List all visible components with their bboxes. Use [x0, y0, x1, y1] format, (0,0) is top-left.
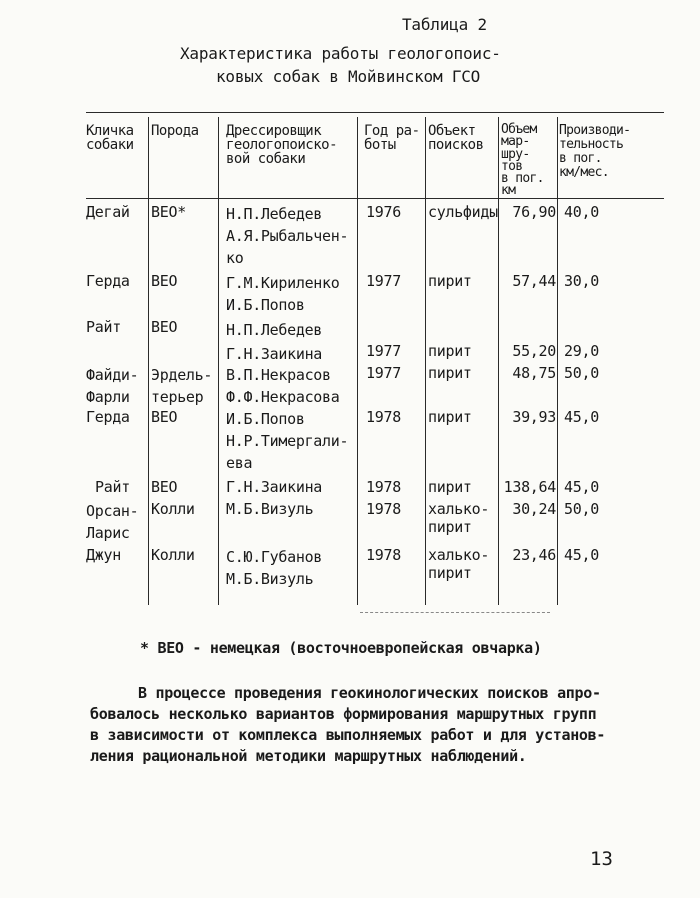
col-divider-2 — [218, 117, 219, 605]
cell-productivity: 50,0 — [564, 364, 599, 382]
cell-year: 1977 — [366, 342, 401, 360]
paragraph-line: в зависимости от комплекса выполняемых работ и для установ- — [90, 726, 606, 744]
cell-volume: 39,93 — [512, 408, 556, 426]
cell-object: халько- пирит — [428, 500, 490, 536]
cell-breed: ВЕО — [151, 408, 178, 426]
cell-dog-name: Герда — [86, 408, 130, 426]
cell-trainer: В.П.Некрасов Ф.Ф.Некрасова — [226, 366, 340, 406]
paragraph-line: В процессе проведения геокинологических поисков апро- — [138, 684, 601, 702]
cell-breed: ВЕО — [151, 318, 178, 336]
cell-dog-name: Джун — [86, 546, 121, 564]
cell-year: 1977 — [366, 272, 401, 290]
cell-volume: 57,44 — [512, 272, 556, 290]
cell-object: пирит — [428, 408, 472, 426]
cell-object: пирит — [428, 272, 472, 290]
cell-dog-name: Герда — [86, 272, 130, 290]
header-breed: Порода — [151, 123, 199, 139]
cell-volume: 30,24 — [512, 500, 556, 518]
cell-breed: ВЕО* — [151, 203, 186, 221]
cell-volume: 48,75 — [512, 364, 556, 382]
header-name: Кличка собаки — [86, 123, 134, 153]
table-header-rule — [86, 198, 664, 199]
footnote: * ВЕО - немецкая (восточноевропейская овчарка) — [140, 639, 542, 657]
cell-breed: Эрдель- терьер — [151, 366, 213, 406]
cell-trainer: И.Б.Попов Н.Р.Тимергали- ева — [226, 410, 349, 472]
header-trainer: Дрессировщик геологопоиско- вой собаки — [226, 123, 338, 167]
cell-dog-name: Дегай — [86, 203, 130, 221]
cell-volume: 76,90 — [512, 203, 556, 221]
header-volume: Объем мар- шру- тов в пог. км — [501, 122, 544, 199]
body-paragraph — [90, 683, 605, 767]
cell-dog-name: Орсан- Ларис — [86, 502, 139, 542]
cell-productivity: 50,0 — [564, 500, 599, 518]
cell-year: 1977 — [366, 364, 401, 382]
cell-trainer: С.Ю.Губанов М.Б.Визуль — [226, 548, 323, 588]
cell-year: 1978 — [366, 478, 401, 496]
paragraph-line: ления рациональной методики маршрутных наблюдений. — [90, 747, 527, 765]
col-divider-4 — [425, 117, 426, 605]
cell-breed: Колли — [151, 546, 195, 564]
cell-year: 1976 — [366, 203, 401, 221]
cell-breed: ВЕО — [151, 272, 178, 290]
cell-breed: ВЕО — [151, 478, 178, 496]
cell-trainer: Н.П.Лебедев А.Я.Рыбальчен- ко — [226, 205, 349, 267]
cell-volume: 23,46 — [512, 546, 556, 564]
col-divider-5 — [498, 117, 499, 605]
cell-trainer: М.Б.Визуль — [226, 500, 314, 518]
cell-volume: 138,64 — [503, 478, 556, 496]
cell-productivity: 29,0 — [564, 342, 599, 360]
cell-year: 1978 — [366, 408, 401, 426]
cell-trainer: Н.П.Лебедев Г.Н.Заикина — [226, 321, 323, 363]
cell-object: пирит — [428, 478, 472, 496]
cell-productivity: 45,0 — [564, 546, 599, 564]
cell-dog-name: Райт — [86, 318, 121, 336]
table-bottom-dashes — [360, 612, 550, 613]
col-divider-1 — [148, 117, 149, 605]
cell-object: пирит — [428, 364, 472, 382]
header-productivity: Производи- тельность в пог. км/мес. — [559, 123, 631, 180]
paragraph-line: бовалось несколько вариантов формирования маршрутных групп — [90, 705, 597, 723]
col-divider-6 — [557, 117, 558, 605]
table-title-line-2: ковых собак в Мойвинском ГСО — [216, 67, 481, 86]
col-divider-3 — [357, 117, 358, 605]
page-number: 13 — [590, 848, 613, 870]
cell-year: 1978 — [366, 546, 401, 564]
cell-dog-name: Файди- Фарли — [86, 366, 139, 406]
cell-productivity: 30,0 — [564, 272, 599, 290]
cell-trainer: Г.М.Кириленко И.Б.Попов — [226, 274, 340, 314]
cell-year: 1978 — [366, 500, 401, 518]
cell-object: пирит — [428, 342, 472, 360]
table-title-line-1: Характеристика работы геологопоис- — [180, 44, 501, 63]
cell-productivity: 40,0 — [564, 203, 599, 221]
cell-breed: Колли — [151, 500, 195, 518]
cell-volume: 55,20 — [512, 342, 556, 360]
header-object: Объект поисков — [428, 123, 484, 153]
table-top-rule — [86, 112, 664, 113]
cell-object: сульфиды — [428, 203, 498, 221]
cell-trainer: Г.Н.Заикина — [226, 478, 323, 496]
cell-dog-name: Райт — [95, 478, 130, 496]
cell-object: халько- пирит — [428, 546, 490, 582]
header-year: Год ра- боты — [364, 123, 420, 153]
cell-productivity: 45,0 — [564, 408, 599, 426]
cell-productivity: 45,0 — [564, 478, 599, 496]
table-label: Таблица 2 — [402, 15, 487, 34]
